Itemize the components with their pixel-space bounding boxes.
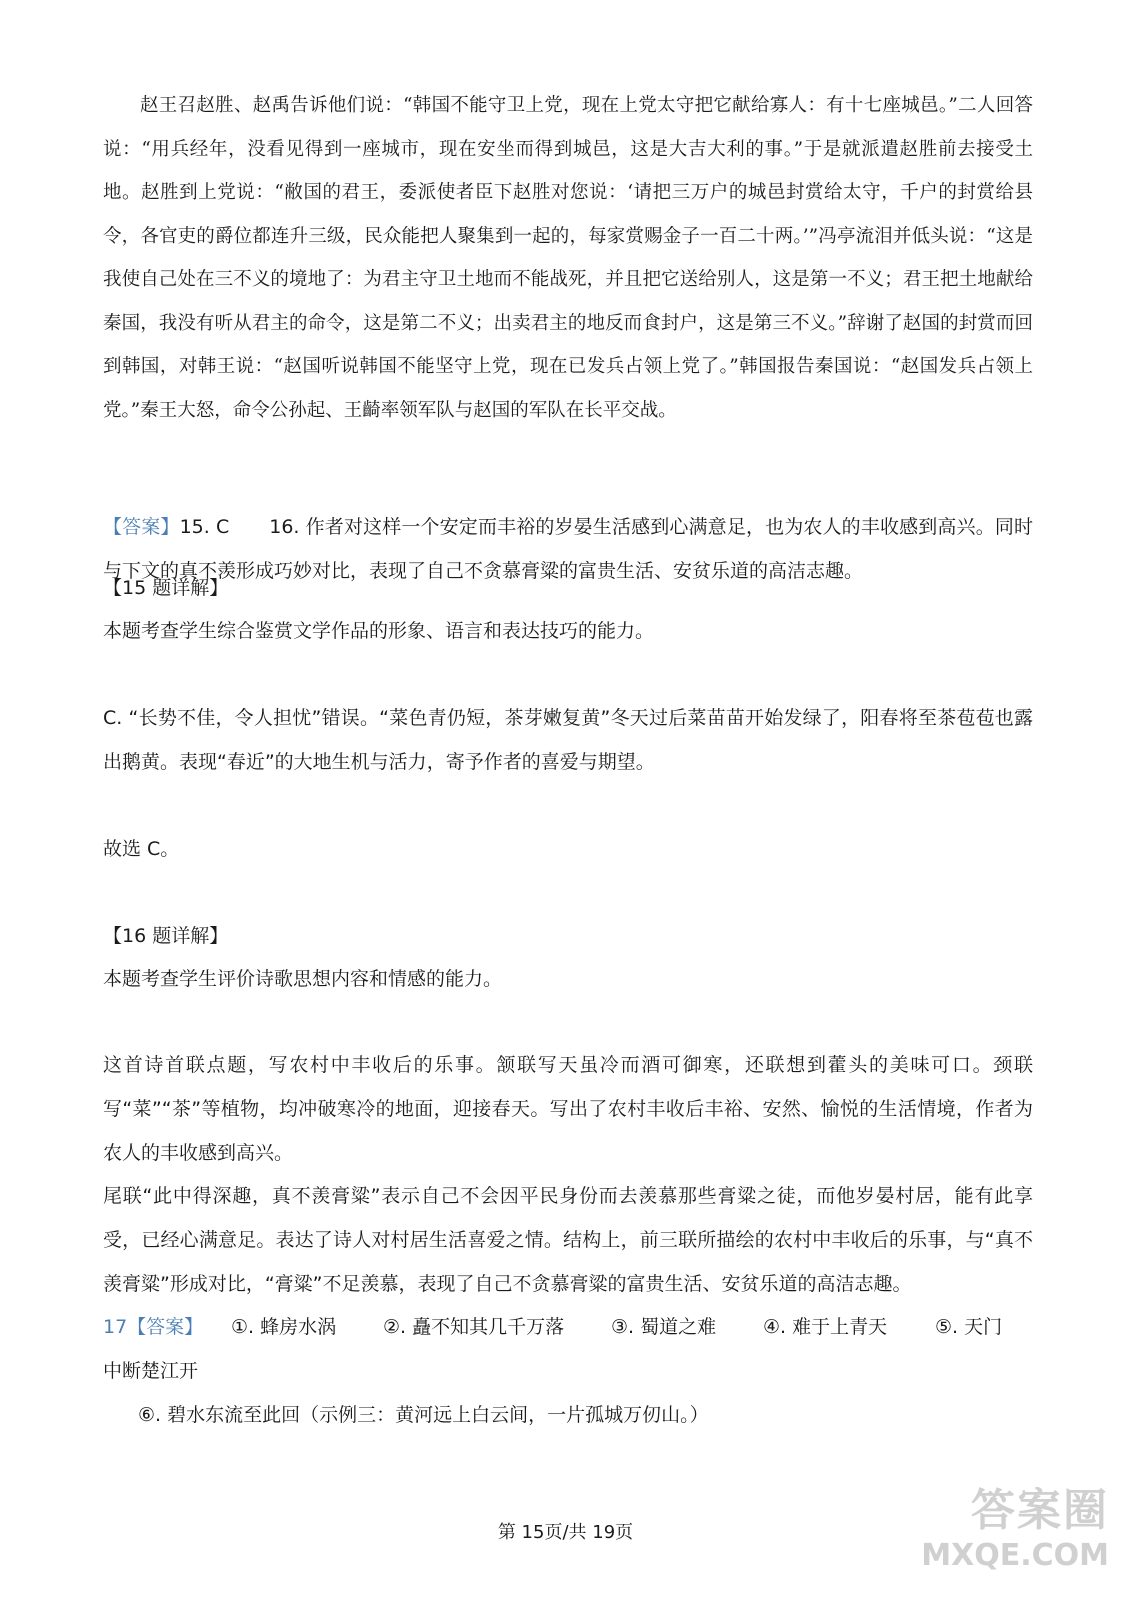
- watermark-logo: [921, 1468, 1117, 1594]
- answer-17-item-3: ③. 蜀道之难: [611, 1316, 717, 1338]
- page-footer: 第 15页/共 19页: [497, 1522, 634, 1543]
- detail-16-heading: 【16 题详解】: [103, 925, 229, 947]
- answer-17-continuation: 中断楚江开: [103, 1360, 199, 1382]
- answer-16-text: 16. 作者对这样一个安定而丰裕的岁晏生活感到心满意足，也为农人的丰收感到高兴。同时与下文的真不羡形成巧妙对比，表现了自己不贪慕膏粱的富贵生活、安贫乐道的高洁志趣。: [103, 516, 1033, 582]
- answer-17-row: [103, 1312, 1033, 1342]
- watermark-bottom-text: MXQE.COM: [921, 1538, 1109, 1573]
- translation-paragraph: 赵王召赵胜、赵禹告诉他们说：“韩国不能守卫上党，现在上党太守把它献给寡人：有十七座城邑。”二人回答说：“用兵经年，没看见得到一座城市，现在安坐而得到城邑，这是大吉大利的事。”于是就派遣赵胜前去接受土地。赵胜到上党说：“敝国的君王，委派使者臣下赵胜对您说：‘请把三万户的城邑封赏给太守，千户的封赏给县令，各官吏的爵位都连升三级，民众能把人聚集到一起的，每家赏赐金子一百二十两。’”冯亭流泪并低头说：“这是我使自己处在三不义的境地了：为君主守卫土地而不能战死，并且把它送给别人，这是第一不义；君王把土地献给秦国，我没有听从君主的命令，这是第二不义；出卖君主的地反而食封户，这是第三不义。”辞谢了赵国的封赏而回到韩国，对韩王说：“赵国听说韩国不能坚守上党，现在已发兵占领上党了。”韩国报告秦国说：“赵国发兵占领上党。”秦王大怒，命令公孙起、王齮率领军队与赵国的军队在长平交战。: [103, 95, 1033, 421]
- watermark-top-text: 答案圈: [971, 1485, 1109, 1536]
- translation-block: [103, 84, 1033, 432]
- detail-15-conclusion: 故选 C。: [103, 838, 180, 860]
- answer-label: 【答案】: [103, 516, 180, 538]
- answer-17-item-4: ④. 难于上青天: [763, 1316, 888, 1338]
- answer-17-item-2: ②. 矗不知其几千万落: [383, 1316, 565, 1338]
- detail-16-intro: 本题考查学生评价诗歌思想内容和情感的能力。: [103, 968, 503, 990]
- detail-15-intro: 本题考查学生综合鉴赏文学作品的形象、语言和表达技巧的能力。: [103, 620, 655, 642]
- detail-15-analysis: C. “长势不佳，令人担忧”错误。“菜色青仍短，茶芽嫩复黄”冬天过后菜苗苗开始发绿了，阳春将至茶苞苞也露出鹅黄。表现“春近”的大地生机与活力，寄予作者的喜爱与期望。: [103, 707, 1033, 773]
- answer-15: 15. C: [179, 516, 230, 538]
- detail-15-heading: 【15 题详解】: [103, 577, 229, 599]
- answer-17-item-6: ⑥. 碧水东流至此回（示例三：黄河远上白云间，一片孤城万仞山。）: [138, 1404, 709, 1426]
- answer-17-label: 17【答案】: [103, 1316, 204, 1338]
- answer-17-item-1: ①. 蜂房水涡: [231, 1316, 337, 1338]
- detail-16-analysis-2: 尾联“此中得深趣，真不羡膏粱”表示自己不会因平民身份而去羡慕那些膏粱之徒，而他岁晏村居，能有此享受，已经心满意足。表达了诗人对村居生活喜爱之情。结构上，前三联所描绘的农村中丰收后的乐事，与“真不羡膏粱”形成对比，“膏粱”不足羡慕，表现了自己不贪慕膏粱的富贵生活、安贫乐道的高洁志趣。: [103, 1185, 1033, 1295]
- answer-17-item-5: ⑤. 天门: [935, 1316, 1003, 1338]
- detail-16-analysis-1: 这首诗首联点题，写农村中丰收后的乐事。颔联写天虽冷而酒可御寒，还联想到藿头的美味可口。颈联写“菜”“茶”等植物，均冲破寒冷的地面，迎接春天。写出了农村丰收后丰裕、安然、愉悦的生活情境，作者为农人的丰收感到高兴。: [103, 1054, 1033, 1164]
